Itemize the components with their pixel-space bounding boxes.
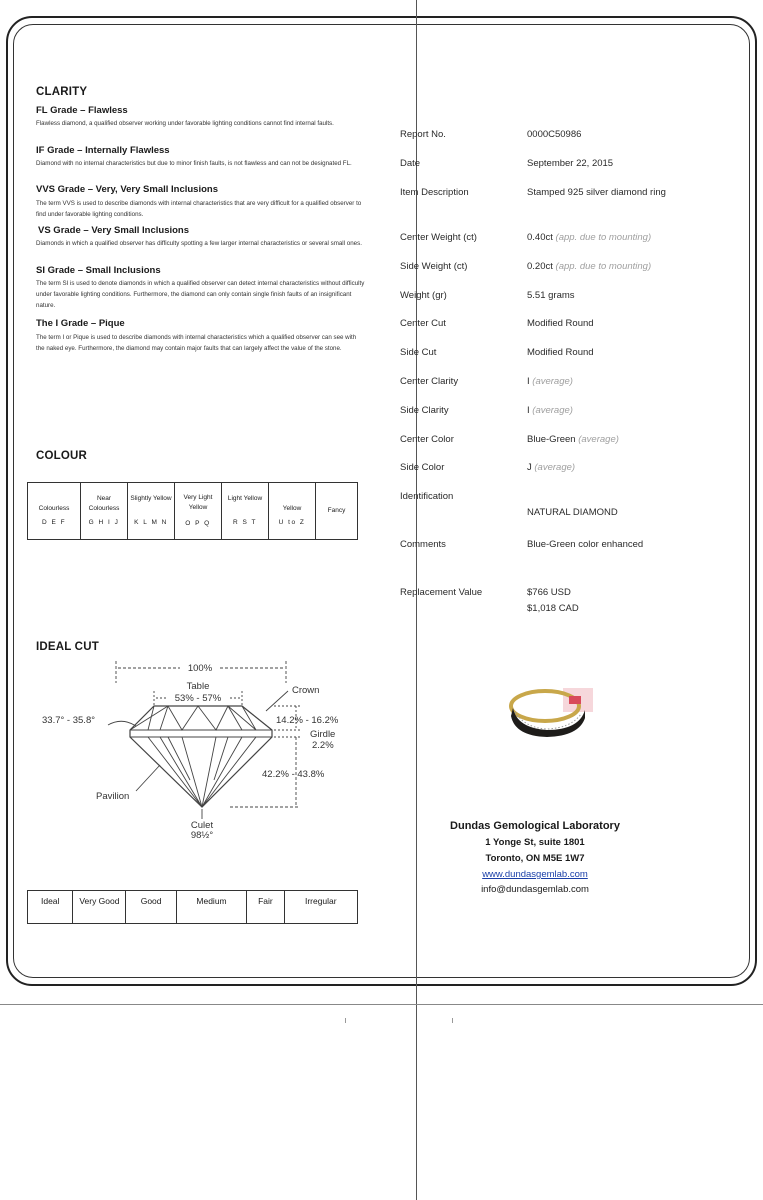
grade-si-text: The term SI is used to denote diamonds in which a qualified observer can detect internal characteristics without difficulty under favorable lighting conditions. Furthermore, the diamond can only contain single finish faults of an insignificant nature. <box>36 280 365 309</box>
cut-grade-cell: Very Good <box>73 891 126 924</box>
report-value-note: (average) <box>532 405 573 416</box>
colour-letters: R S T <box>233 519 257 526</box>
report-value <box>527 261 651 272</box>
colour-letters: U to Z <box>278 519 306 526</box>
colour-cell <box>81 483 128 540</box>
report-label: Side Color <box>400 462 445 473</box>
colour-cell <box>128 483 175 540</box>
report-value-note: (average) <box>534 462 576 473</box>
culet-angle-label: 98½° <box>190 830 214 840</box>
report-value-note: (app. due to mounting) <box>555 232 652 243</box>
report-label: Item Description <box>400 187 469 198</box>
crown-angle-label: 33.7° - 35.8° <box>42 715 96 726</box>
colour-name: Light Yellow <box>227 495 263 502</box>
colour-name: Fancy <box>327 507 346 514</box>
pavilion-pointer <box>136 765 160 791</box>
pavilion-facets <box>202 737 256 807</box>
replacement-cad: $1,018 CAD <box>527 603 579 614</box>
crown-angle-arc <box>108 721 136 726</box>
report-label: Center Color <box>400 434 454 445</box>
report-value <box>527 232 651 243</box>
report-label: Side Cut <box>400 347 437 358</box>
report-value: Modified Round <box>527 318 594 329</box>
clarity-heading: CLARITY <box>36 86 88 98</box>
report-value: September 22, 2015 <box>527 158 614 169</box>
lab-email: info@dundasgemlab.com <box>481 884 589 895</box>
report-value-main: Blue-Green <box>527 434 576 445</box>
table-range-label: 53% - 57% <box>174 693 222 704</box>
table-label: Table <box>186 681 210 692</box>
colour-name: Very Light Yellow <box>183 494 213 511</box>
comments-value: Blue-Green color enhanced <box>527 539 644 550</box>
ideal-cut-heading: IDEAL CUT <box>36 641 99 653</box>
report-value-note: (app. due to mounting) <box>555 261 652 272</box>
ring-photo <box>505 680 600 738</box>
cut-grade-cell: Good <box>126 891 176 924</box>
colour-cell <box>175 483 222 540</box>
colour-name: Slightly Yellow <box>130 495 172 502</box>
report-value: 5.51 grams <box>527 290 575 301</box>
crown-pointer <box>266 691 288 711</box>
report-value-main: 0.40ct <box>527 232 553 243</box>
colour-letters: O P Q <box>185 520 211 527</box>
cut-grade-cell: Irregular <box>284 891 357 924</box>
grade-vs-text: Diamonds in which a qualified observer has difficulty spotting a few larger internal characteristics or several small ones. <box>36 240 362 247</box>
report-value: 0000C50986 <box>527 129 582 140</box>
colour-letters: D E F <box>41 519 67 526</box>
colour-heading: COLOUR <box>36 450 88 462</box>
grade-if-title: IF Grade – Internally Flawless <box>36 145 170 156</box>
grade-i-title: The I Grade – Pique <box>36 318 125 329</box>
report-value <box>527 462 575 473</box>
crown-facets <box>228 706 242 730</box>
report-value: Stamped 925 silver diamond ring <box>527 187 666 198</box>
colour-name: Near Colourless <box>88 495 120 512</box>
pavilion-facets <box>148 737 202 807</box>
report-value-note: (average) <box>578 434 619 445</box>
colour-cell <box>316 483 358 540</box>
report-label: Weight (gr) <box>400 290 447 301</box>
culet-label: Culet <box>190 820 214 831</box>
lab-website-link[interactable]: www.dundasgemlab.com <box>482 869 588 880</box>
grade-fl-text: Flawless diamond, a qualified observer working under favorable lighting conditions cannot find internal faults. <box>36 120 334 127</box>
width-label: 100% <box>187 663 213 674</box>
grade-fl-title: FL Grade – Flawless <box>36 105 128 116</box>
colour-scale-table <box>27 482 358 540</box>
report-label: Center Cut <box>400 318 446 329</box>
cut-grade-cell: Ideal <box>28 891 73 924</box>
colour-cell <box>222 483 269 540</box>
cut-grade-table <box>27 890 358 924</box>
crown-height-label: 14.2% - 16.2% <box>276 715 339 726</box>
report-label: Center Clarity <box>400 376 459 387</box>
report-value: Modified Round <box>527 347 594 358</box>
report-label: Side Clarity <box>400 405 449 416</box>
pavilion-facets <box>182 737 216 807</box>
pavilion-facets <box>168 737 190 780</box>
report-label: Side Weight (ct) <box>400 261 468 272</box>
replacement-label: Replacement Value <box>400 587 483 598</box>
colour-name: Colourless <box>38 505 70 512</box>
report-value-main: I <box>527 405 530 416</box>
grade-if-text: Diamond with no internal characteristics but due to minor finish faults, is not flawless and can not be designated FL. <box>36 160 352 167</box>
girdle-pct-label: 2.2% <box>312 740 334 751</box>
identification-value: NATURAL DIAMOND <box>527 507 618 518</box>
report-value-note: (average) <box>532 376 573 387</box>
ring-tag <box>569 696 581 704</box>
grade-vvs-text: The term VVS is used to describe diamonds with internal characteristics that are very difficult for a qualified observer to find under favorable lighting conditions. <box>36 200 362 218</box>
report-value <box>527 405 573 416</box>
report-value-main: J <box>527 462 532 473</box>
page-bottom-edge <box>0 1004 763 1005</box>
report-label: Report No. <box>400 129 446 140</box>
girdle-label: Girdle <box>310 729 336 740</box>
report-label: Center Weight (ct) <box>400 232 477 243</box>
cut-grade-cell: Medium <box>176 891 246 924</box>
colour-letters: G H I J <box>88 519 120 526</box>
colour-cell <box>28 483 81 540</box>
lab-name: Dundas Gemological Laboratory <box>450 820 620 832</box>
report-value-main: 0.20ct <box>527 261 553 272</box>
cut-grade-cell: Fair <box>247 891 284 924</box>
pavilion-label: Pavilion <box>96 791 130 802</box>
colour-cell <box>269 483 316 540</box>
colour-name: Yellow <box>282 505 302 512</box>
replacement-usd: $766 USD <box>527 587 571 598</box>
report-value <box>527 434 619 445</box>
grade-vs-title: VS Grade – Very Small Inclusions <box>38 225 190 236</box>
scan-speck <box>452 1018 453 1023</box>
identification-label: Identification <box>400 491 454 502</box>
lab-address-line1: 1 Yonge St, suite 1801 <box>485 837 585 848</box>
scan-speck <box>345 1018 346 1023</box>
fold-line <box>416 0 417 1200</box>
comments-label: Comments <box>400 539 446 550</box>
crown-facets <box>160 706 168 730</box>
grade-i-text: The term I or Pique is used to describe diamonds with internal characteristics which a qualified observer can see with the naked eye. Furthermore, the diamond may contain major faults that can largely affect the value of the stone. <box>36 334 357 352</box>
crown-label: Crown <box>292 685 320 696</box>
diamond-diagram <box>30 655 370 840</box>
report-value <box>527 376 573 387</box>
grade-vvs-title: VVS Grade – Very, Very Small Inclusions <box>36 184 218 195</box>
report-label: Date <box>400 158 421 169</box>
colour-letters: K L M N <box>134 519 168 526</box>
lab-info <box>430 820 640 895</box>
grade-si-title: SI Grade – Small Inclusions <box>36 265 161 276</box>
lab-address-line2: Toronto, ON M5E 1W7 <box>485 853 585 864</box>
report-value-main: I <box>527 376 530 387</box>
pavilion-depth-label: 42.2% - 43.8% <box>262 769 325 780</box>
